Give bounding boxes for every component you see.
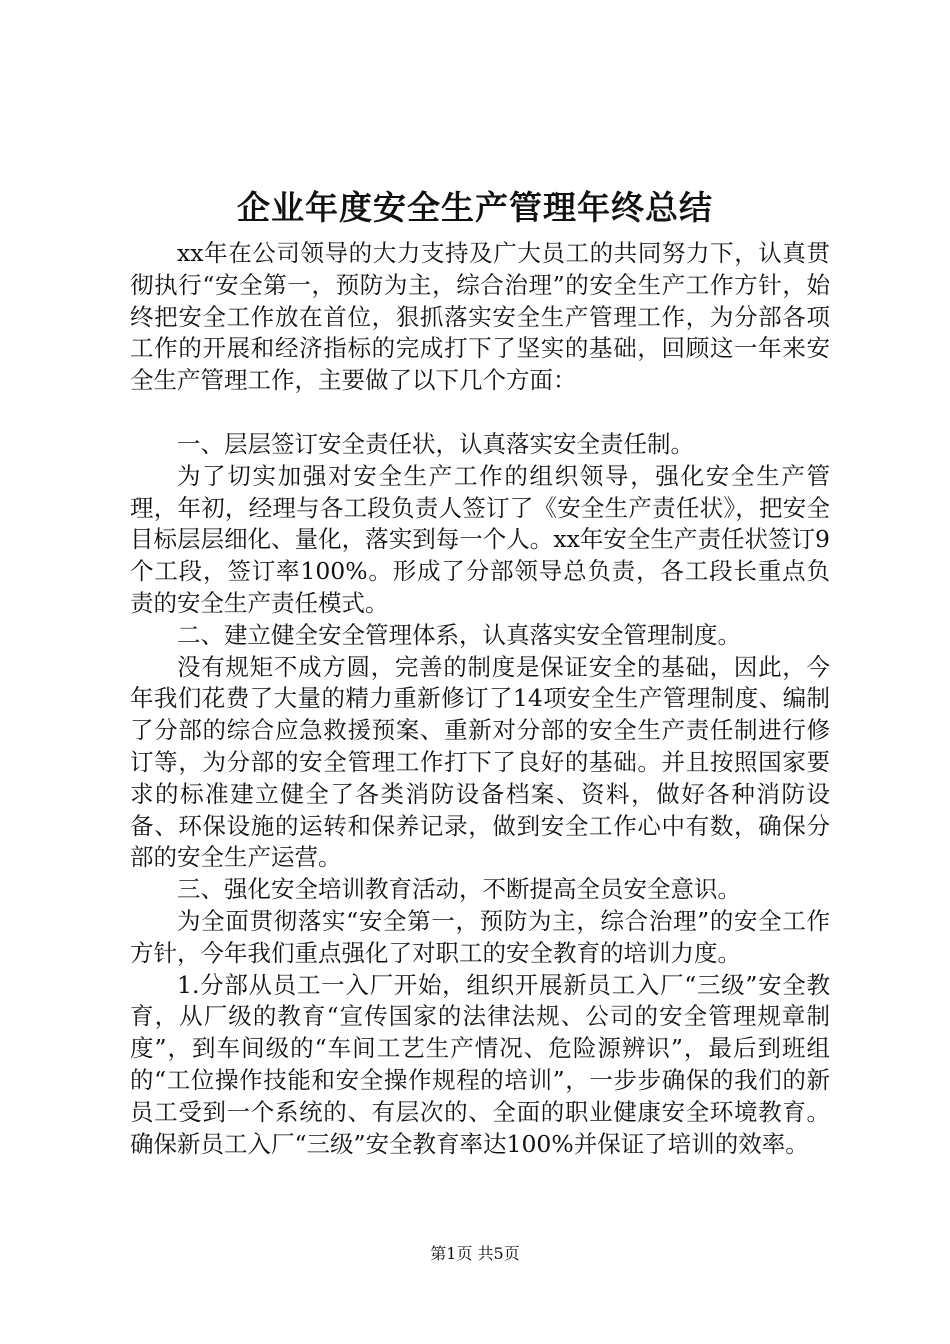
document-body	[130, 238, 830, 1160]
section-heading-2: 二、建立健全安全管理体系，认真落实安全管理制度。	[177, 620, 741, 649]
section-paragraph-3: 为全面贯彻落实“安全第一，预防为主，综合治理”的安全工作方针，今年我们重点强化了对职工的安全教育的培训力度。	[130, 906, 830, 967]
section-heading-1: 一、层层签订安全责任状，认真落实安全责任制。	[177, 429, 694, 458]
section-paragraph-1: 为了切实加强对安全生产工作的组织领导，强化安全生产管理，年初，经理与各工段负责人签订了《安全生产责任状》，把安全目标层层细化、量化，落实到每一个人。xx年安全生产责任状签订9个工段，签订率100%。形成了分部领导总负责，各工段长重点负责的安全生产责任模式。	[130, 461, 830, 617]
document-title: 企业年度安全生产管理年终总结	[237, 188, 713, 227]
intro-paragraph: xx年在公司领导的大力支持及广大员工的共同努力下，认真贯彻执行“安全第一，预防为主，综合治理”的安全生产工作方针，始终把安全工作放在首位，狠抓落实安全生产管理工作，为分部各项工作的开展和经济指标的完成打下了坚实的基础，回顾这一年来安全生产管理工作，主要做了以下几个方面：	[130, 239, 830, 395]
page-number-footer: 第1页 共5页	[430, 1244, 520, 1263]
section-paragraph-2: 没有规矩不成方圆，完善的制度是保证安全的基础，因此，今年我们花费了大量的精力重新修订了14项安全生产管理制度、编制了分部的综合应急救援预案、重新对分部的安全生产责任制进行修订等，为分部的安全管理工作打下了良好的基础。并且按照国家要求的标准建立健全了各类消防设备档案、资料，做好各种消防设备、环保设施的运转和保养记录，做到安全工作心中有数，确保分部的安全生产运营。	[130, 652, 830, 872]
section-heading-3: 三、强化安全培训教育活动，不断提高全员安全意识。	[177, 875, 741, 904]
list-item-paragraph-1: 1.分部从员工一入厂开始，组织开展新员工入厂“三级”安全教育，从厂级的教育“宣传国家的法律法规、公司的安全管理规章制度”，到车间级的“车间工艺生产情况、危险源辨识”，最后到班组的“工位操作技能和安全操作规程的培训”，一步步确保的我们的新员工受到一个系统的、有层次的、全面的职业健康安全环境教育。确保新员工入厂“三级”安全教育率达100%并保证了培训的效率。	[130, 970, 830, 1158]
